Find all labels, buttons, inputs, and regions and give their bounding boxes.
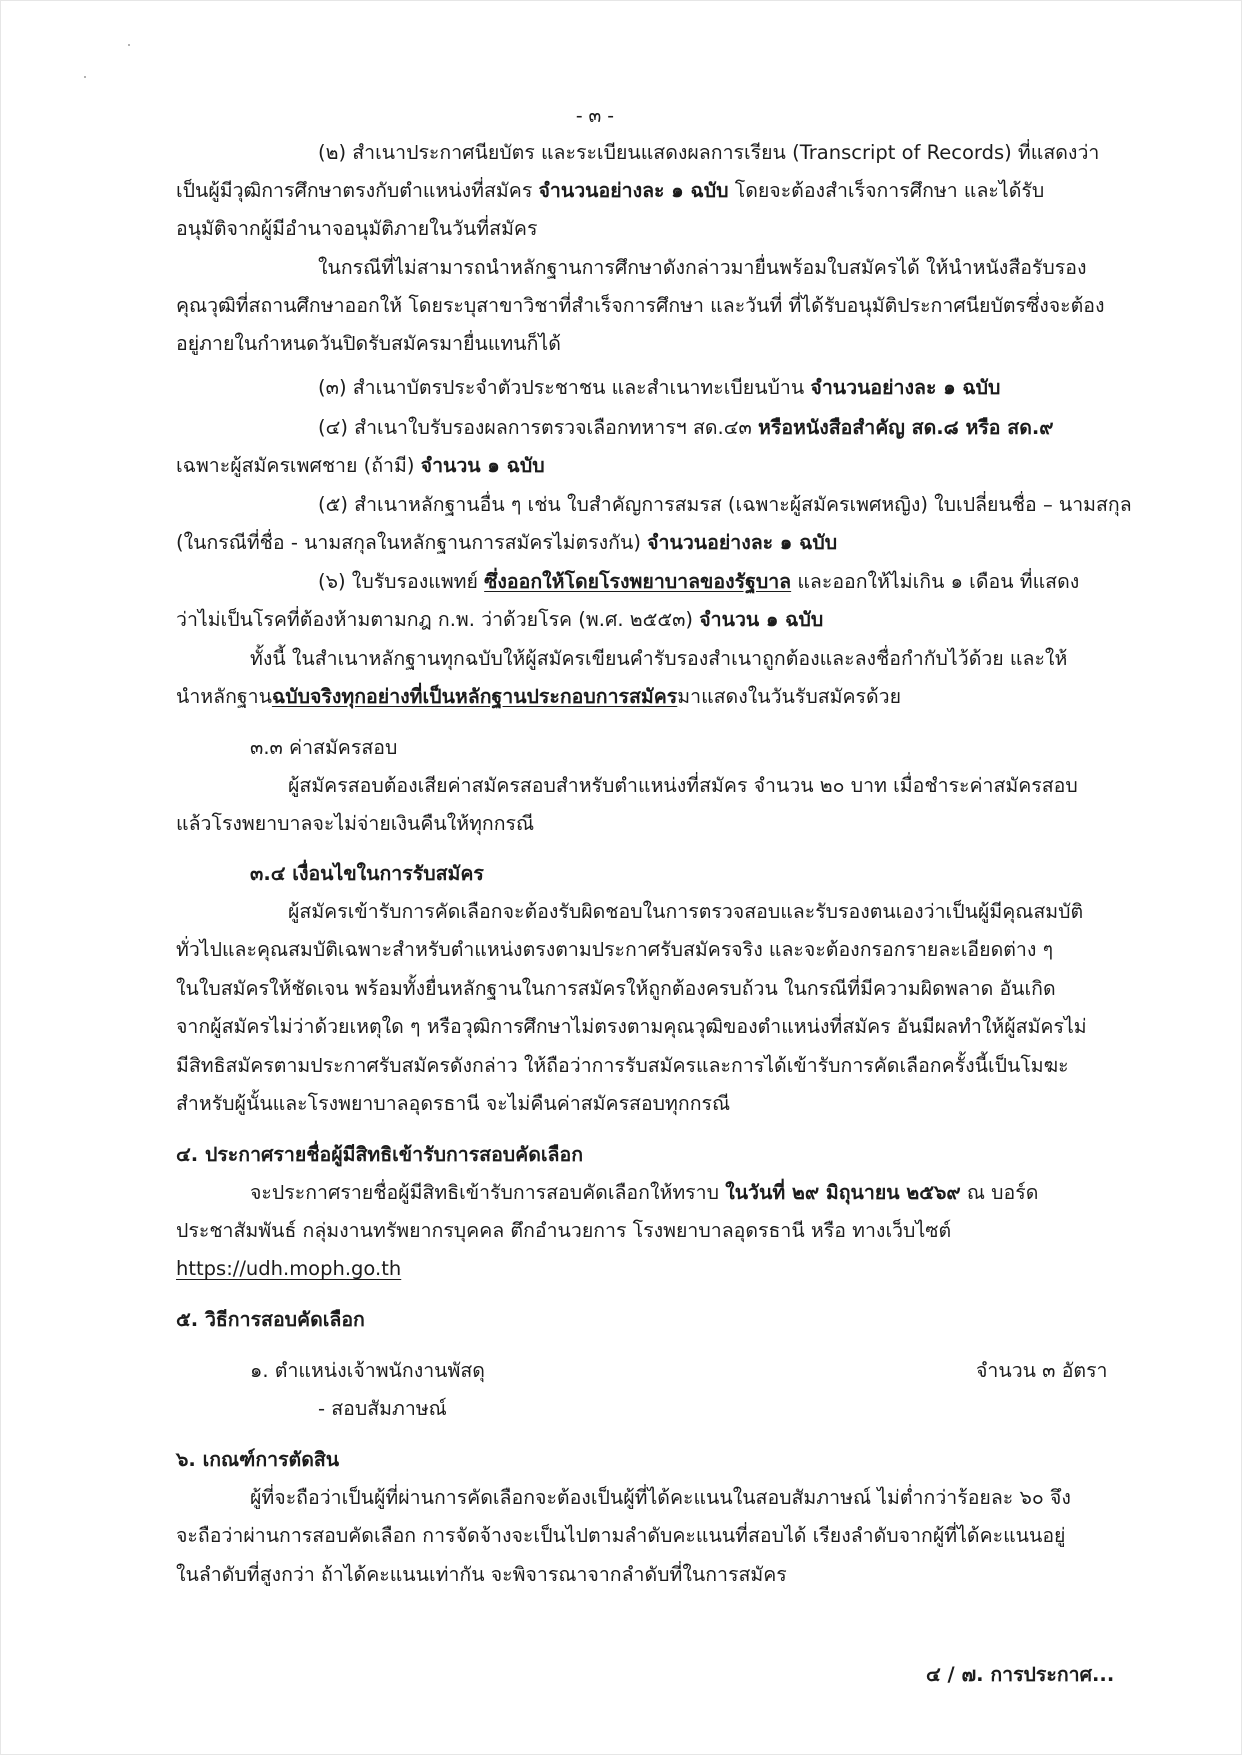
copy-certification-note-line-1: ทั้งนี้ ในสำเนาหลักฐานทุกฉบับให้ผู้สมัครเขียนคำรับรองสำเนาถูกต้องและลงชื่อกำกับไว้ด้วย และให้	[250, 647, 1068, 670]
position-count: จำนวน ๓ อัตรา	[976, 1359, 1108, 1382]
page-number: - ๓ -	[575, 104, 614, 127]
item-2-note-line-2: คุณวุฒิที่สถานศึกษาออกให้ โดยระบุสาขาวิชาที่สำเร็จการศึกษา และวันที่ ที่ได้รับอนุมัติประกาศนียบัตรซึ่งจะต้อง	[176, 294, 1105, 317]
section-3-4-line-2: ทั่วไปและคุณสมบัติเฉพาะสำหรับตำแหน่งตรงตามประกาศรับสมัครจริง และจะต้องกรอกรายละเอียดต่าง ๆ	[176, 938, 1054, 961]
item-3-line-1: (๓) สำเนาบัตรประจำตัวประชาชน และสำเนาทะเบียนบ้าน จำนวนอย่างละ ๑ ฉบับ	[318, 376, 1001, 399]
copy-certification-note-line-2: นำหลักฐานฉบับจริงทุกอย่างที่เป็นหลักฐานประกอบการสมัครมาแสดงในวันรับสมัครด้วย	[176, 685, 902, 708]
scan-speck	[84, 76, 86, 78]
section-6-line-3: ในลำดับที่สูงกว่า ถ้าได้คะแนนเท่ากัน จะพิจารณาจากลำดับที่ในการสมัคร	[176, 1563, 787, 1586]
section-3-4-line-4: จากผู้สมัครไม่ว่าด้วยเหตุใด ๆ หรือวุฒิการศึกษาไม่ตรงตามคุณวุฒิของตำแหน่งที่สมัคร อันมีผลทำให้ผู้สมัครไม่	[176, 1015, 1087, 1038]
section-6-heading: ๖. เกณฑ์การตัดสิน	[176, 1448, 340, 1471]
item-5-line-1: (๕) สำเนาหลักฐานอื่น ๆ เช่น ใบสำคัญการสมรส (เฉพาะผู้สมัครเพศหญิง) ใบเปลี่ยนชื่อ – นามสกุล	[318, 493, 1132, 516]
section-4-heading: ๔. ประกาศรายชื่อผู้มีสิทธิเข้ารับการสอบคัดเลือก	[176, 1143, 584, 1166]
item-4-line-2: เฉพาะผู้สมัครเพศชาย (ถ้ามี) จำนวน ๑ ฉบับ	[176, 454, 545, 477]
position-title: ๑. ตำแหน่งเจ้าพนักงานพัสดุ	[250, 1359, 485, 1382]
section-4-line-2: ประชาสัมพันธ์ กลุ่มงานทรัพยากรบุคคล ตึกอำนวยการ โรงพยาบาลอุดรธานี หรือ ทางเว็บไซต์	[176, 1219, 952, 1242]
continuation-marker: ๔ / ๗. การประกาศ...	[926, 1663, 1115, 1686]
section-3-3-line-1: ผู้สมัครสอบต้องเสียค่าสมัครสอบสำหรับตำแหน่งที่สมัคร จำนวน ๒๐ บาท เมื่อชำระค่าสมัครสอบ	[288, 774, 1078, 797]
section-3-4-line-3: ในใบสมัครให้ชัดเจน พร้อมทั้งยื่นหลักฐานในการสมัครให้ถูกต้องครบถ้วน ในกรณีที่มีความผิดพลาด อันเกิด	[176, 977, 1056, 1000]
item-2-line-1: (๒) สำเนาประกาศนียบัตร และระเบียนแสดงผลการเรียน (Transcript of Records) ที่แสดงว่า	[318, 141, 1100, 164]
item-4-line-1: (๔) สำเนาใบรับรองผลการตรวจเลือกทหารฯ สด.๔๓ หรือหนังสือสำคัญ สด.๘ หรือ สด.๙	[318, 416, 1054, 439]
exam-method: - สอบสัมภาษณ์	[318, 1397, 447, 1420]
item-2-note-line-1: ในกรณีที่ไม่สามารถนำหลักฐานการศึกษาดังกล่าวมายื่นพร้อมใบสมัครได้ ให้นำหนังสือรับรอง	[318, 256, 1087, 279]
section-3-4-line-5: มีสิทธิสมัครตามประกาศรับสมัครดังกล่าว ให้ถือว่าการรับสมัครและการได้เข้ารับการคัดเลือกครั้งนี้เป็นโมฆะ	[176, 1054, 1069, 1077]
item-2-note-line-3: อยู่ภายในกำหนดวันปิดรับสมัครมายื่นแทนก็ได้	[176, 332, 561, 355]
item-6-line-1: (๖) ใบรับรองแพทย์ ซึ่งออกให้โดยโรงพยาบาลของรัฐบาล และออกให้ไม่เกิน ๑ เดือน ที่แสดง	[318, 570, 1080, 593]
item-2-line-3: อนุมัติจากผู้มีอำนาจอนุมัติภายในวันที่สมัคร	[176, 217, 538, 240]
scan-speck	[128, 44, 130, 46]
item-5-line-2: (ในกรณีที่ชื่อ - นามสกุลในหลักฐานการสมัครไม่ตรงกัน) จำนวนอย่างละ ๑ ฉบับ	[176, 531, 838, 554]
section-6-line-2: จะถือว่าผ่านการสอบคัดเลือก การจัดจ้างจะเป็นไปตามลำดับคะแนนที่สอบได้ เรียงลำดับจากผู้ที่ได้คะแนนอยู่	[176, 1524, 1066, 1547]
item-2-line-2: เป็นผู้มีวุฒิการศึกษาตรงกับตำแหน่งที่สมัคร จำนวนอย่างละ ๑ ฉบับ โดยจะต้องสำเร็จการศึกษา และได้รับ	[176, 179, 1045, 202]
section-3-3-line-2: แล้วโรงพยาบาลจะไม่จ่ายเงินคืนให้ทุกกรณี	[176, 812, 535, 835]
section-3-4-heading: ๓.๔ เงื่อนไขในการรับสมัคร	[250, 862, 484, 885]
section-6-line-1: ผู้ที่จะถือว่าเป็นผู้ที่ผ่านการคัดเลือกจะต้องเป็นผู้ที่ได้คะแนนในสอบสัมภาษณ์ ไม่ต่ำกว่าร้อยละ ๖๐ จึง	[250, 1486, 1071, 1509]
section-4-line-1: จะประกาศรายชื่อผู้มีสิทธิเข้ารับการสอบคัดเลือกให้ทราบ ในวันที่ ๒๙ มิถุนายน ๒๕๖๙ ณ บอร์ด	[250, 1181, 1039, 1204]
item-6-line-2: ว่าไม่เป็นโรคที่ต้องห้ามตามกฎ ก.พ. ว่าด้วยโรค (พ.ศ. ๒๕๕๓) จำนวน ๑ ฉบับ	[176, 608, 824, 631]
section-3-4-line-1: ผู้สมัครเข้ารับการคัดเลือกจะต้องรับผิดชอบในการตรวจสอบและรับรองตนเองว่าเป็นผู้มีคุณสมบัติ	[288, 900, 1084, 923]
section-3-4-line-6: สำหรับผู้นั้นและโรงพยาบาลอุดรธานี จะไม่คืนค่าสมัครสอบทุกกรณี	[176, 1092, 731, 1115]
section-5-heading: ๕. วิธีการสอบคัดเลือก	[176, 1308, 365, 1331]
hospital-website-link[interactable]: https://udh.moph.go.th	[176, 1257, 402, 1280]
section-3-3-heading: ๓.๓ ค่าสมัครสอบ	[250, 736, 398, 759]
